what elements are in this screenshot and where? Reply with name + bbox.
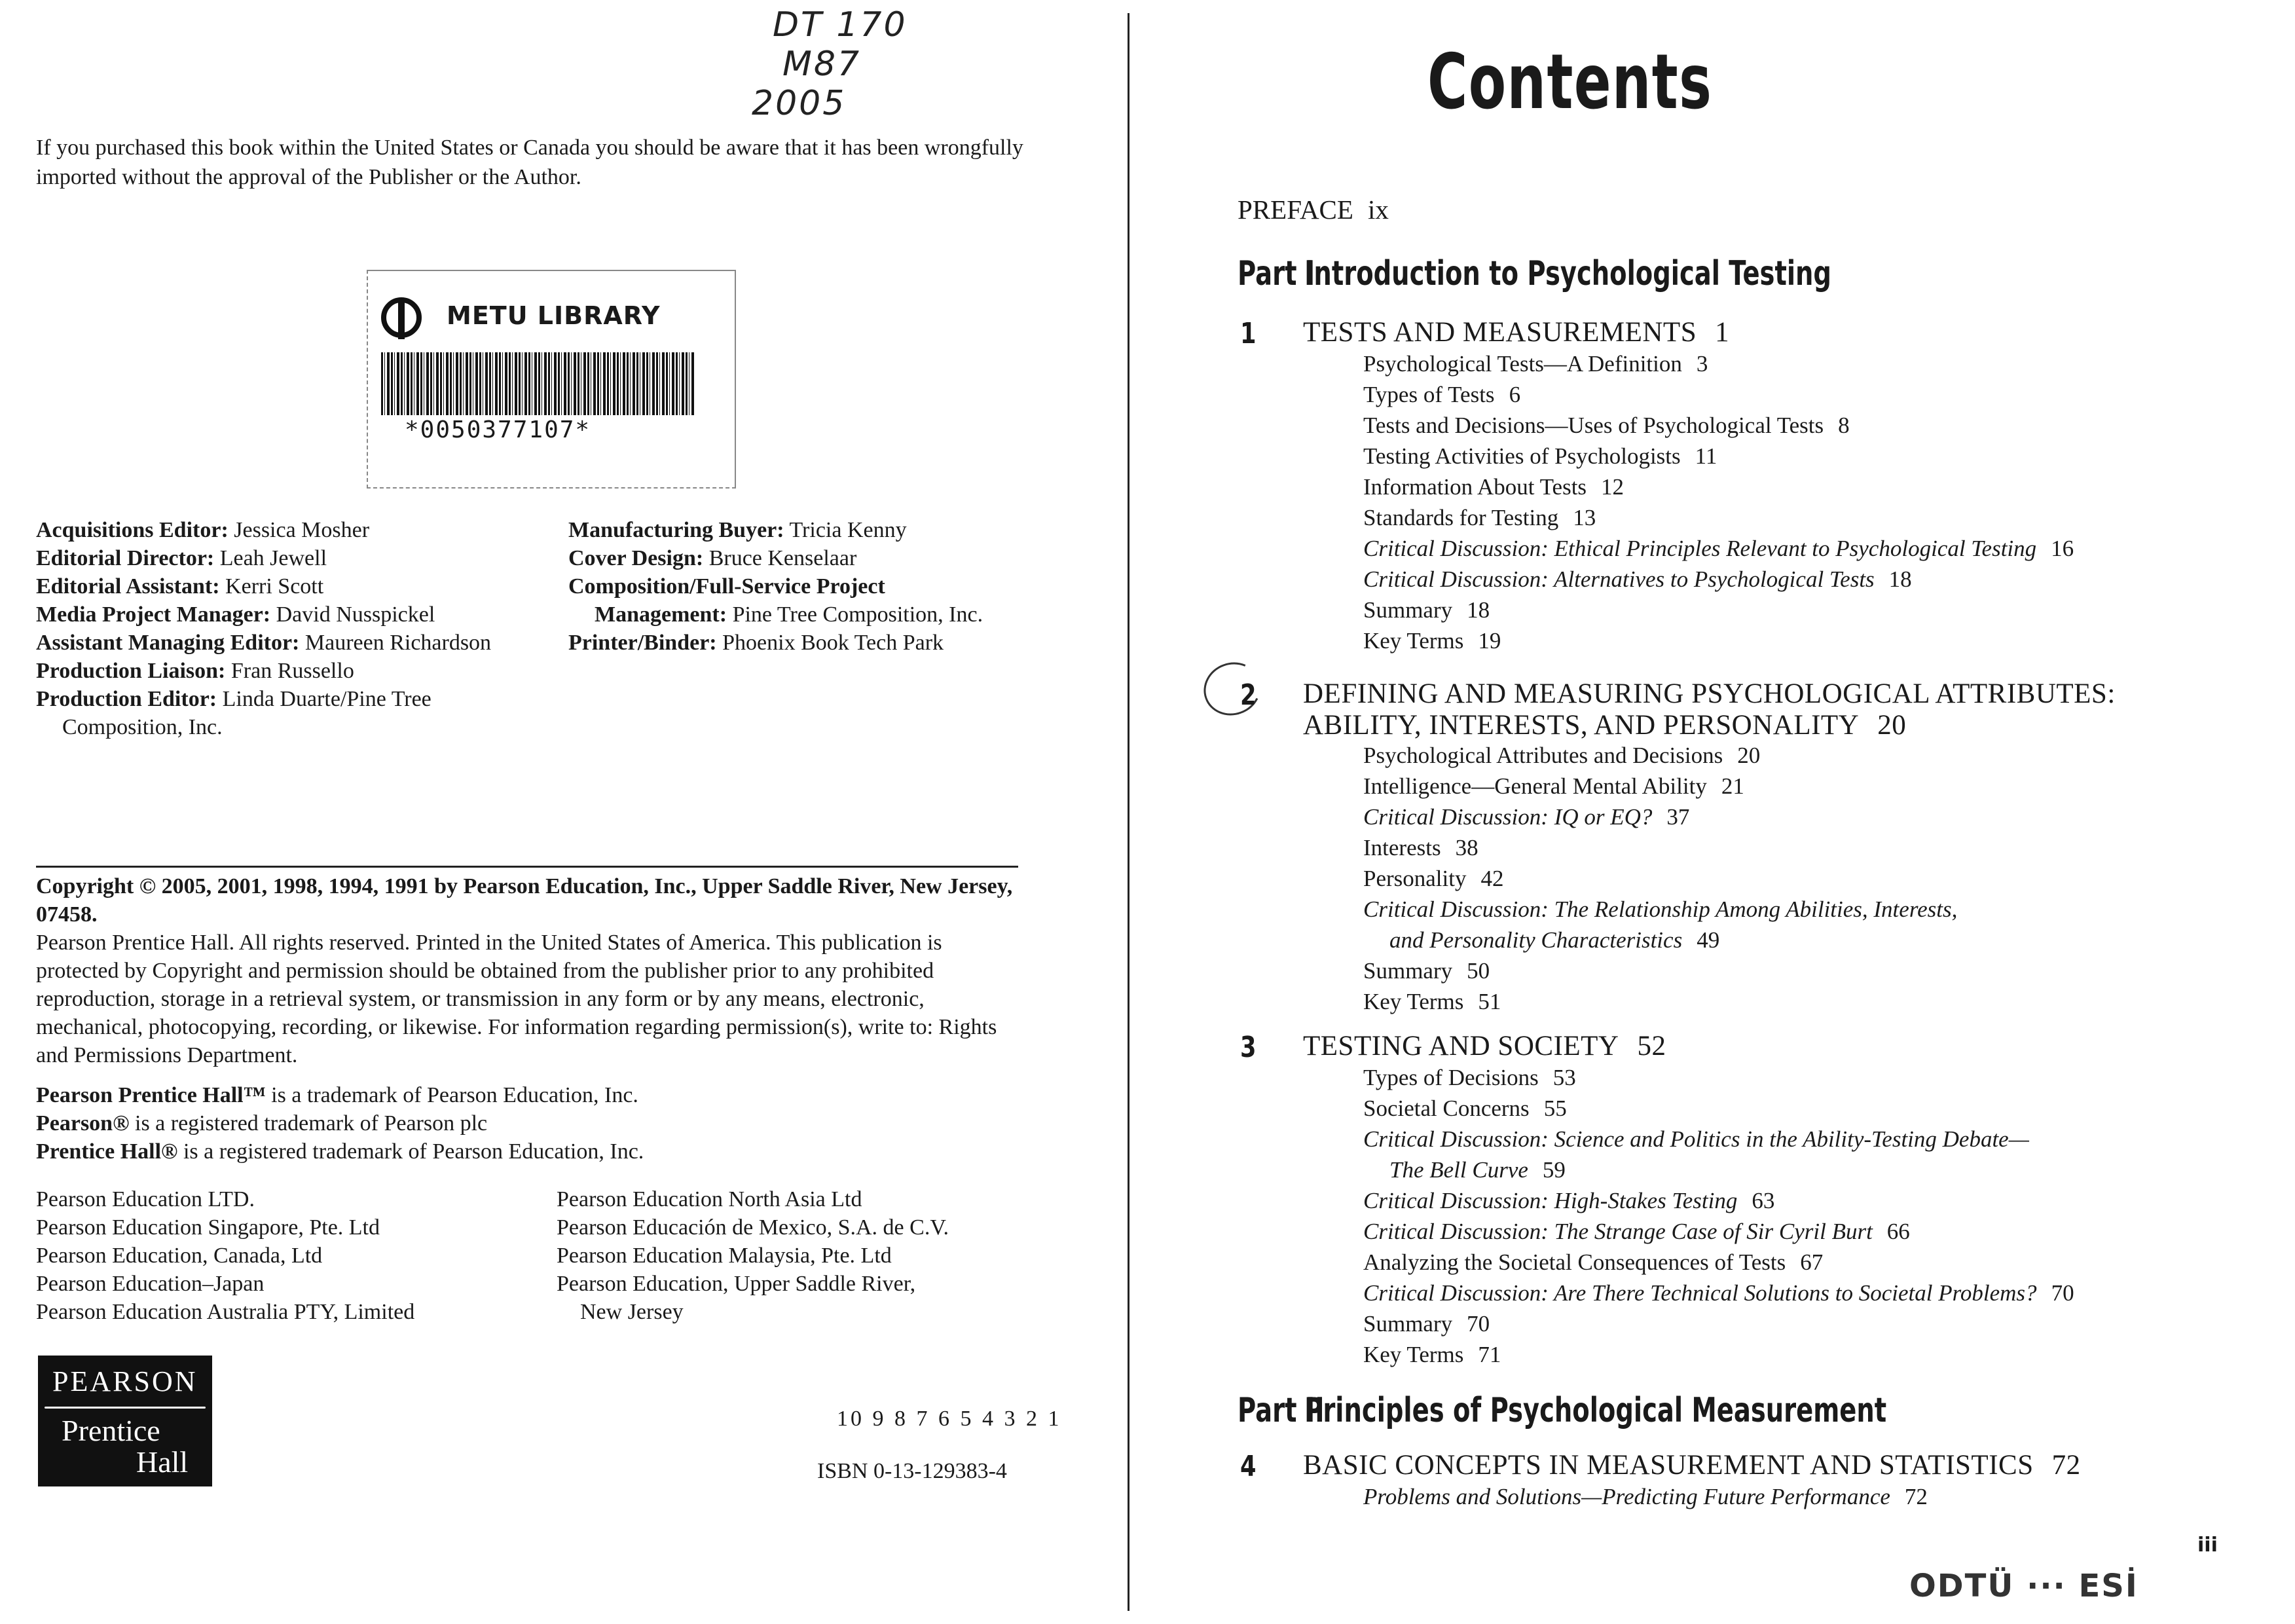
page-gutter [1128,13,1129,1611]
office-item: Pearson Education Singapore, Pte. Ltd [36,1215,380,1240]
toc-entry: Types of Decisions 53 [1363,1065,1576,1090]
library-stamp [367,270,736,489]
office-item: Pearson Education Australia PTY, Limited [36,1300,415,1324]
chapter-title: DEFINING AND MEASURING PSYCHOLOGICAL ATTRIBUTES: ABILITY, INTERESTS, AND PERSONALITY 20 [1303,678,2116,741]
toc-entry: Psychological Tests—A Definition 3 [1363,351,1708,377]
credit-row: Editorial Director: Leah Jewell [36,546,327,570]
credit-row: Editorial Assistant: Kerri Scott [36,574,324,599]
office-item: Pearson Education, Upper Saddle River, [557,1272,916,1296]
toc-entry: Tests and Decisions—Uses of Psychological Tests 8 [1363,413,1850,438]
toc-preface: PREFACE ix [1238,194,1389,225]
credit-row: Production Editor: Linda Duarte/Pine Tree Composition, Inc. [36,687,431,739]
pearson-prentice-hall-logo: PEARSON Prentice Hall [38,1356,212,1486]
pen-circle-mark [1196,654,1268,723]
page-folio: iii [2197,1534,2218,1557]
toc-entry: Analyzing the Societal Consequences of Tests 67 [1363,1249,1824,1275]
credit-row: Assistant Managing Editor: Maureen Richardson [36,631,492,655]
credits-right [568,516,1020,657]
office-item: Pearson Education, Canada, Ltd [36,1244,323,1268]
chapter-number: 3 [1240,1031,1257,1064]
office-item: Pearson Education LTD. [36,1187,255,1211]
credit-row: Manufacturing Buyer: Tricia Kenny [568,518,907,542]
chapter-2-entries [1363,740,1957,1017]
office-item: New Jersey [580,1300,684,1324]
toc-entry: Critical Discussion: The Strange Case of Sir Cyril Burt 66 [1363,1219,1910,1244]
toc-entry: Critical Discussion: Are There Technical Solutions to Societal Problems? 70 [1363,1280,2074,1306]
copyright-rule [36,866,1018,868]
credit-row: Printer/Binder: Phoenix Book Tech Park [568,631,944,655]
chapter-number: 1 [1240,317,1257,350]
library-stamp-title: METU LIBRARY [447,301,661,330]
toc-entry: Critical Discussion: Ethical Principles Relevant to Psychological Testing 16 [1363,536,2074,561]
toc-entry: Testing Activities of Psychologists 11 [1363,443,1717,469]
copyright-line: Copyright © 2005, 2001, 1998, 1994, 1991 by Pearson Education, Inc., Upper Saddle River, New Jersey, 07458. [36,874,1013,927]
chapter-3-entries [1363,1062,2074,1370]
toc-entry: Summary 70 [1363,1311,1490,1337]
trademark-line: Prentice Hall® is a registered trademark of Pearson Education, Inc. [36,1139,644,1164]
chapter-4-entries [1363,1481,1928,1512]
toc-entry: Problems and Solutions—Predicting Future Performance 72 [1363,1484,1928,1509]
print-line-numbers: 10 9 8 7 6 5 4 3 2 1 [837,1407,1062,1431]
toc-entry: Interests 38 [1363,835,1478,860]
chapter-title: BASIC CONCEPTS IN MEASUREMENT AND STATISTICS 72 [1303,1450,2081,1481]
toc-entry: Summary 18 [1363,597,1490,623]
copyright-body: Pearson Prentice Hall. All rights reserved. Printed in the United States of America. This publication is protected by Copyright and permission should be obtained from the publisher prior to any prohibited reproduction, storage in a retrieval system, or transmission in any form or by any means, electronic, mechanical, photocopying, recording, or likewise. For information regarding permission(s), write to: Rights and Permissions Department. [36,931,997,1067]
handwritten-callnumber-3: 2005 [752,84,847,123]
credit-row: Composition/Full-Service Project Management: Pine Tree Composition, Inc. [568,574,983,627]
credit-row: Production Liaison: Fran Russello [36,659,354,683]
chapter-1-entries [1363,348,2074,656]
copyright-block [36,872,1021,1166]
toc-entry: Information About Tests 12 [1363,474,1625,500]
toc-entry: Types of Tests 6 [1363,382,1521,407]
barcode-icon [381,352,695,415]
toc-entry: Psychological Attributes and Decisions 20 [1363,743,1761,768]
toc-entry: Key Terms 51 [1363,989,1501,1014]
credit-row: Media Project Manager: David Nusspickel [36,602,435,627]
toc-entry: Critical Discussion: IQ or EQ? 37 [1363,804,1690,830]
credit-row: Cover Design: Bruce Kenselaar [568,546,857,570]
chapter-title: TESTING AND SOCIETY 52 [1303,1031,1666,1061]
trademark-line: Pearson® is a registered trademark of Pearson plc [36,1111,488,1135]
toc-entry: Key Terms 19 [1363,628,1501,654]
import-notice: If you purchased this book within the United States or Canada you should be aware that it has been wrongfully imported without the approval of the Publisher or the Author. [36,136,1023,189]
chapter-number: 4 [1240,1450,1257,1483]
isbn: ISBN 0-13-129383-4 [817,1459,1007,1483]
library-stamp-bottom: ODTÜ ··· ESİ [1909,1568,2139,1604]
library-logo-icon [381,297,422,338]
toc-entry: Societal Concerns 55 [1363,1096,1567,1121]
toc-part-2: Part IIPrinciples of Psychological Measurement [1238,1391,1887,1430]
office-item: Pearson Education North Asia Ltd [557,1187,862,1211]
office-item: Pearson Education–Japan [36,1272,265,1296]
toc-entry: Critical Discussion: Alternatives to Psychological Tests 18 [1363,566,1912,592]
toc-entry: Key Terms 71 [1363,1342,1501,1367]
toc-part-1: Part IIntroduction to Psychological Testing [1238,254,1831,293]
toc-entry: Summary 50 [1363,958,1490,984]
chapter-number: 2 [1240,678,1257,712]
chapter-title: TESTS AND MEASUREMENTS 1 [1303,317,1730,348]
toc-entry: Critical Discussion: The Relationship Among Abilities, Interests, and Personality Characteristics 49 [1363,896,1958,953]
contents-title: Contents [1427,38,1713,126]
barcode-number: *0050377107* [405,416,591,443]
credits-left [36,516,560,741]
handwritten-callnumber-1: DT 170 [773,5,908,45]
toc-entry: Critical Discussion: High-Stakes Testing 63 [1363,1188,1775,1213]
toc-entry: Critical Discussion: Science and Politics in the Ability-Testing Debate— The Bell Curve 59 [1363,1126,2029,1183]
handwritten-callnumber-2: M87 [782,45,862,84]
toc-entry: Personality 42 [1363,866,1504,891]
toc-entry: Intelligence—General Mental Ability 21 [1363,773,1744,799]
offices-left [36,1185,560,1326]
office-item: Pearson Education Malaysia, Pte. Ltd [557,1244,892,1268]
credit-row: Acquisitions Editor: Jessica Mosher [36,518,370,542]
toc-entry: Standards for Testing 13 [1363,505,1596,530]
office-item: Pearson Educación de Mexico, S.A. de C.V. [557,1215,949,1240]
trademark-line: Pearson Prentice Hall™ is a trademark of Pearson Education, Inc. [36,1083,638,1107]
offices-right [557,1185,1021,1326]
